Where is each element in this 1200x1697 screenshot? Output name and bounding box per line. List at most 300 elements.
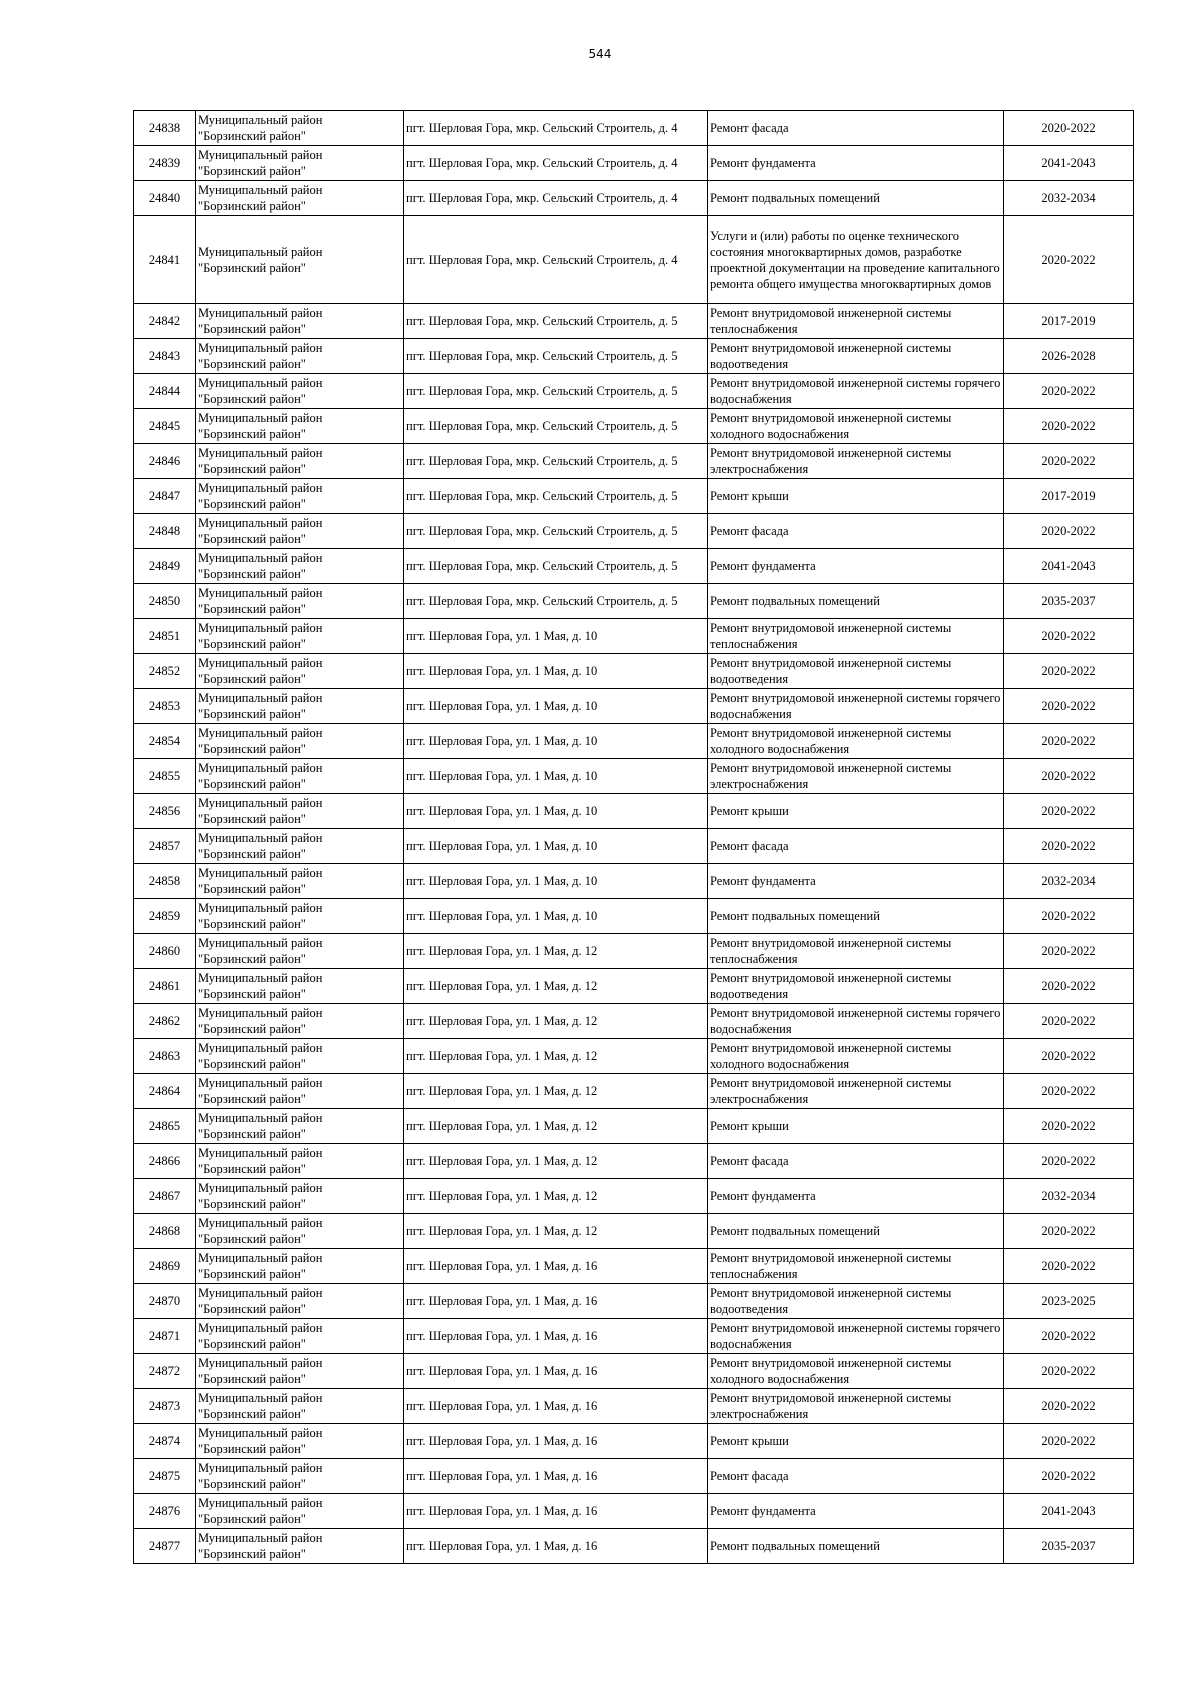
municipality-type: Муниципальный район	[198, 1286, 323, 1300]
work-type-cell: Ремонт фундамента	[708, 1494, 1004, 1529]
municipality-type: Муниципальный район	[198, 1111, 323, 1125]
municipality-name: "Борзинский район"	[198, 199, 306, 213]
municipality-cell	[196, 1494, 404, 1529]
municipality-cell	[196, 829, 404, 864]
municipality-cell	[196, 374, 404, 409]
period-cell: 2032-2034	[1004, 864, 1134, 899]
address-cell: пгт. Шерловая Гора, ул. 1 Мая, д. 12	[404, 1179, 708, 1214]
table-row	[134, 1109, 1134, 1144]
work-type-cell: Ремонт внутридомовой инженерной системы холодного водоснабжения	[708, 409, 1004, 444]
table-row	[134, 1039, 1134, 1074]
row-number-cell: 24851	[134, 619, 196, 654]
period-cell: 2041-2043	[1004, 549, 1134, 584]
work-type-cell: Ремонт подвальных помещений	[708, 584, 1004, 619]
municipality-cell	[196, 479, 404, 514]
work-type-cell: Ремонт внутридомовой инженерной системы холодного водоснабжения	[708, 1354, 1004, 1389]
work-type-cell: Ремонт крыши	[708, 794, 1004, 829]
municipality-cell	[196, 181, 404, 216]
table-row	[134, 829, 1134, 864]
table-row	[134, 1284, 1134, 1319]
municipality-name: "Борзинский район"	[198, 1127, 306, 1141]
address-cell: пгт. Шерловая Гора, ул. 1 Мая, д. 10	[404, 619, 708, 654]
address-cell: пгт. Шерловая Гора, ул. 1 Мая, д. 16	[404, 1354, 708, 1389]
municipality-name: "Борзинский район"	[198, 777, 306, 791]
municipality-cell	[196, 304, 404, 339]
municipality-name: "Борзинский район"	[198, 882, 306, 896]
period-cell: 2020-2022	[1004, 1039, 1134, 1074]
municipality-cell	[196, 549, 404, 584]
address-cell: пгт. Шерловая Гора, мкр. Сельский Строитель, д. 5	[404, 584, 708, 619]
municipality-name: "Борзинский район"	[198, 742, 306, 756]
row-number-cell: 24847	[134, 479, 196, 514]
period-cell: 2020-2022	[1004, 1319, 1134, 1354]
address-cell: пгт. Шерловая Гора, ул. 1 Мая, д. 12	[404, 934, 708, 969]
row-number-cell: 24862	[134, 1004, 196, 1039]
municipality-cell	[196, 1459, 404, 1494]
address-cell: пгт. Шерловая Гора, мкр. Сельский Строитель, д. 5	[404, 339, 708, 374]
municipality-cell	[196, 1004, 404, 1039]
row-number-cell: 24856	[134, 794, 196, 829]
municipality-type: Муниципальный район	[198, 1006, 323, 1020]
municipality-name: "Борзинский район"	[198, 129, 306, 143]
municipality-type: Муниципальный район	[198, 376, 323, 390]
work-type-cell: Ремонт внутридомовой инженерной системы теплоснабжения	[708, 1249, 1004, 1284]
municipality-type: Муниципальный район	[198, 936, 323, 950]
table-row	[134, 689, 1134, 724]
municipality-cell	[196, 339, 404, 374]
period-cell: 2020-2022	[1004, 1144, 1134, 1179]
table-row	[134, 1214, 1134, 1249]
table-row	[134, 1529, 1134, 1564]
period-cell: 2020-2022	[1004, 111, 1134, 146]
municipality-type: Муниципальный район	[198, 306, 323, 320]
period-cell: 2020-2022	[1004, 934, 1134, 969]
municipality-name: "Борзинский район"	[198, 1162, 306, 1176]
work-type-cell: Ремонт фундамента	[708, 864, 1004, 899]
municipality-name: "Борзинский район"	[198, 1442, 306, 1456]
work-type-cell: Ремонт фундамента	[708, 146, 1004, 181]
municipality-cell	[196, 1214, 404, 1249]
period-cell: 2020-2022	[1004, 1074, 1134, 1109]
row-number-cell: 24863	[134, 1039, 196, 1074]
address-cell: пгт. Шерловая Гора, ул. 1 Мая, д. 12	[404, 969, 708, 1004]
municipality-cell	[196, 1389, 404, 1424]
table-row	[134, 549, 1134, 584]
row-number-cell: 24843	[134, 339, 196, 374]
work-type-cell: Ремонт внутридомовой инженерной системы водоотведения	[708, 654, 1004, 689]
address-cell: пгт. Шерловая Гора, ул. 1 Мая, д. 12	[404, 1144, 708, 1179]
municipality-cell	[196, 1074, 404, 1109]
work-type-cell: Ремонт внутридомовой инженерной системы электроснабжения	[708, 1074, 1004, 1109]
municipality-name: "Борзинский район"	[198, 1477, 306, 1491]
period-cell: 2020-2022	[1004, 1459, 1134, 1494]
row-number-cell: 24860	[134, 934, 196, 969]
row-number-cell: 24867	[134, 1179, 196, 1214]
row-number-cell: 24877	[134, 1529, 196, 1564]
municipality-name: "Борзинский район"	[198, 1372, 306, 1386]
work-type-cell: Ремонт внутридомовой инженерной системы теплоснабжения	[708, 304, 1004, 339]
work-type-cell: Ремонт крыши	[708, 479, 1004, 514]
work-type-cell: Ремонт фасада	[708, 514, 1004, 549]
period-cell: 2020-2022	[1004, 829, 1134, 864]
repair-schedule-table	[133, 110, 1134, 1564]
address-cell: пгт. Шерловая Гора, мкр. Сельский Строитель, д. 5	[404, 374, 708, 409]
address-cell: пгт. Шерловая Гора, ул. 1 Мая, д. 10	[404, 724, 708, 759]
municipality-type: Муниципальный район	[198, 1321, 323, 1335]
address-cell: пгт. Шерловая Гора, ул. 1 Мая, д. 16	[404, 1319, 708, 1354]
period-cell: 2032-2034	[1004, 1179, 1134, 1214]
municipality-cell	[196, 864, 404, 899]
work-type-cell: Ремонт крыши	[708, 1424, 1004, 1459]
table-row	[134, 181, 1134, 216]
municipality-cell	[196, 1424, 404, 1459]
table-row	[134, 374, 1134, 409]
municipality-type: Муниципальный район	[198, 621, 323, 635]
municipality-type: Муниципальный район	[198, 1251, 323, 1265]
address-cell: пгт. Шерловая Гора, ул. 1 Мая, д. 10	[404, 759, 708, 794]
municipality-cell	[196, 111, 404, 146]
address-cell: пгт. Шерловая Гора, ул. 1 Мая, д. 10	[404, 899, 708, 934]
table-row	[134, 584, 1134, 619]
row-number-cell: 24873	[134, 1389, 196, 1424]
municipality-type: Муниципальный район	[198, 551, 323, 565]
municipality-cell	[196, 146, 404, 181]
table-row	[134, 304, 1134, 339]
table-row	[134, 759, 1134, 794]
row-number-cell: 24852	[134, 654, 196, 689]
municipality-type: Муниципальный район	[198, 1181, 323, 1195]
row-number-cell: 24874	[134, 1424, 196, 1459]
row-number-cell: 24858	[134, 864, 196, 899]
row-number-cell: 24870	[134, 1284, 196, 1319]
row-number-cell: 24865	[134, 1109, 196, 1144]
work-type-cell: Ремонт внутридомовой инженерной системы горячего водоснабжения	[708, 1319, 1004, 1354]
period-cell: 2020-2022	[1004, 1424, 1134, 1459]
address-cell: пгт. Шерловая Гора, ул. 1 Мая, д. 16	[404, 1494, 708, 1529]
row-number-cell: 24875	[134, 1459, 196, 1494]
municipality-type: Муниципальный район	[198, 1461, 323, 1475]
period-cell: 2035-2037	[1004, 1529, 1134, 1564]
table-row	[134, 724, 1134, 759]
row-number-cell: 24845	[134, 409, 196, 444]
work-type-cell: Ремонт фасада	[708, 1459, 1004, 1494]
municipality-name: "Борзинский район"	[198, 164, 306, 178]
municipality-type: Муниципальный район	[198, 1076, 323, 1090]
table-row	[134, 1249, 1134, 1284]
municipality-name: "Борзинский район"	[198, 1337, 306, 1351]
row-number-cell: 24876	[134, 1494, 196, 1529]
municipality-name: "Борзинский район"	[198, 707, 306, 721]
municipality-name: "Борзинский район"	[198, 847, 306, 861]
municipality-name: "Борзинский район"	[198, 1057, 306, 1071]
municipality-cell	[196, 444, 404, 479]
table-row	[134, 339, 1134, 374]
work-type-cell: Ремонт крыши	[708, 1109, 1004, 1144]
municipality-type: Муниципальный район	[198, 586, 323, 600]
row-number-cell: 24866	[134, 1144, 196, 1179]
period-cell: 2017-2019	[1004, 479, 1134, 514]
municipality-type: Муниципальный район	[198, 656, 323, 670]
table-row	[134, 654, 1134, 689]
municipality-cell	[196, 584, 404, 619]
municipality-name: "Борзинский район"	[198, 322, 306, 336]
work-type-cell: Ремонт внутридомовой инженерной системы водоотведения	[708, 969, 1004, 1004]
municipality-name: "Борзинский район"	[198, 260, 306, 275]
work-type-cell: Ремонт внутридомовой инженерной системы горячего водоснабжения	[708, 1004, 1004, 1039]
work-type-cell: Ремонт внутридомовой инженерной системы холодного водоснабжения	[708, 724, 1004, 759]
table-row	[134, 444, 1134, 479]
municipality-name: "Борзинский район"	[198, 532, 306, 546]
row-number-cell: 24868	[134, 1214, 196, 1249]
municipality-type: Муниципальный район	[198, 1356, 323, 1370]
period-cell: 2020-2022	[1004, 724, 1134, 759]
municipality-name: "Борзинский район"	[198, 637, 306, 651]
period-cell: 2035-2037	[1004, 584, 1134, 619]
address-cell: пгт. Шерловая Гора, ул. 1 Мая, д. 12	[404, 1004, 708, 1039]
address-cell: пгт. Шерловая Гора, мкр. Сельский Строитель, д. 5	[404, 304, 708, 339]
municipality-name: "Борзинский район"	[198, 1407, 306, 1421]
municipality-name: "Борзинский район"	[198, 1022, 306, 1036]
municipality-name: "Борзинский район"	[198, 427, 306, 441]
address-cell: пгт. Шерловая Гора, мкр. Сельский Строитель, д. 5	[404, 409, 708, 444]
municipality-type: Муниципальный район	[198, 691, 323, 705]
table-row	[134, 1494, 1134, 1529]
table-row	[134, 1319, 1134, 1354]
municipality-cell	[196, 1354, 404, 1389]
table-row	[134, 1389, 1134, 1424]
municipality-name: "Борзинский район"	[198, 462, 306, 476]
municipality-cell	[196, 1529, 404, 1564]
period-cell: 2020-2022	[1004, 969, 1134, 1004]
address-cell: пгт. Шерловая Гора, мкр. Сельский Строитель, д. 4	[404, 216, 708, 304]
municipality-name: "Борзинский район"	[198, 1267, 306, 1281]
work-type-cell: Ремонт подвальных помещений	[708, 899, 1004, 934]
table-row	[134, 1354, 1134, 1389]
work-type-cell: Ремонт фундамента	[708, 1179, 1004, 1214]
municipality-name: "Борзинский район"	[198, 1512, 306, 1526]
work-type-cell: Ремонт внутридомовой инженерной системы теплоснабжения	[708, 934, 1004, 969]
row-number-cell: 24869	[134, 1249, 196, 1284]
table-body	[134, 111, 1134, 1564]
address-cell: пгт. Шерловая Гора, ул. 1 Мая, д. 16	[404, 1529, 708, 1564]
work-type-cell: Ремонт внутридомовой инженерной системы горячего водоснабжения	[708, 689, 1004, 724]
row-number-cell: 24853	[134, 689, 196, 724]
row-number-cell: 24839	[134, 146, 196, 181]
municipality-type: Муниципальный район	[198, 183, 323, 197]
municipality-cell	[196, 409, 404, 444]
period-cell: 2020-2022	[1004, 794, 1134, 829]
address-cell: пгт. Шерловая Гора, мкр. Сельский Строитель, д. 4	[404, 181, 708, 216]
row-number-cell: 24864	[134, 1074, 196, 1109]
address-cell: пгт. Шерловая Гора, ул. 1 Мая, д. 10	[404, 654, 708, 689]
period-cell: 2020-2022	[1004, 1354, 1134, 1389]
municipality-type: Муниципальный район	[198, 901, 323, 915]
municipality-type: Муниципальный район	[198, 831, 323, 845]
table-row	[134, 794, 1134, 829]
municipality-name: "Борзинский район"	[198, 672, 306, 686]
table-row	[134, 1459, 1134, 1494]
address-cell: пгт. Шерловая Гора, ул. 1 Мая, д. 10	[404, 829, 708, 864]
work-type-cell: Ремонт фасада	[708, 1144, 1004, 1179]
municipality-type: Муниципальный район	[198, 516, 323, 530]
period-cell: 2020-2022	[1004, 216, 1134, 304]
work-type-cell: Ремонт внутридомовой инженерной системы водоотведения	[708, 339, 1004, 374]
table-row	[134, 1179, 1134, 1214]
municipality-type: Муниципальный район	[198, 244, 323, 259]
period-cell: 2020-2022	[1004, 1004, 1134, 1039]
municipality-type: Муниципальный район	[198, 1531, 323, 1545]
row-number-cell: 24842	[134, 304, 196, 339]
municipality-type: Муниципальный район	[198, 481, 323, 495]
period-cell: 2020-2022	[1004, 899, 1134, 934]
municipality-type: Муниципальный район	[198, 411, 323, 425]
municipality-name: "Борзинский район"	[198, 1197, 306, 1211]
municipality-cell	[196, 1144, 404, 1179]
municipality-cell	[196, 969, 404, 1004]
work-type-cell: Ремонт внутридомовой инженерной системы электроснабжения	[708, 1389, 1004, 1424]
table-row	[134, 514, 1134, 549]
municipality-type: Муниципальный район	[198, 866, 323, 880]
period-cell: 2041-2043	[1004, 1494, 1134, 1529]
municipality-cell	[196, 934, 404, 969]
row-number-cell: 24849	[134, 549, 196, 584]
row-number-cell: 24838	[134, 111, 196, 146]
municipality-name: "Борзинский район"	[198, 1547, 306, 1561]
period-cell: 2020-2022	[1004, 444, 1134, 479]
municipality-name: "Борзинский район"	[198, 812, 306, 826]
municipality-name: "Борзинский район"	[198, 987, 306, 1001]
table-row	[134, 1074, 1134, 1109]
address-cell: пгт. Шерловая Гора, ул. 1 Мая, д. 12	[404, 1214, 708, 1249]
address-cell: пгт. Шерловая Гора, ул. 1 Мая, д. 12	[404, 1074, 708, 1109]
address-cell: пгт. Шерловая Гора, мкр. Сельский Строитель, д. 5	[404, 479, 708, 514]
municipality-cell	[196, 794, 404, 829]
table-row	[134, 216, 1134, 304]
address-cell: пгт. Шерловая Гора, мкр. Сельский Строитель, д. 4	[404, 146, 708, 181]
page-number: 544	[588, 47, 612, 61]
municipality-name: "Борзинский район"	[198, 917, 306, 931]
period-cell: 2020-2022	[1004, 1214, 1134, 1249]
period-cell: 2020-2022	[1004, 654, 1134, 689]
municipality-name: "Борзинский район"	[198, 567, 306, 581]
municipality-type: Муниципальный район	[198, 1391, 323, 1405]
municipality-type: Муниципальный район	[198, 446, 323, 460]
municipality-cell	[196, 1249, 404, 1284]
table-row	[134, 619, 1134, 654]
work-type-cell: Ремонт внутридомовой инженерной системы электроснабжения	[708, 444, 1004, 479]
row-number-cell: 24872	[134, 1354, 196, 1389]
row-number-cell: 24844	[134, 374, 196, 409]
period-cell: 2017-2019	[1004, 304, 1134, 339]
period-cell: 2020-2022	[1004, 619, 1134, 654]
work-type-cell: Ремонт внутридомовой инженерной системы горячего водоснабжения	[708, 374, 1004, 409]
municipality-type: Муниципальный район	[198, 761, 323, 775]
municipality-cell	[196, 216, 404, 304]
address-cell: пгт. Шерловая Гора, ул. 1 Мая, д. 16	[404, 1249, 708, 1284]
work-type-cell: Ремонт подвальных помещений	[708, 181, 1004, 216]
municipality-type: Муниципальный район	[198, 971, 323, 985]
municipality-type: Муниципальный район	[198, 1146, 323, 1160]
municipality-cell	[196, 1284, 404, 1319]
work-type-cell: Ремонт внутридомовой инженерной системы холодного водоснабжения	[708, 1039, 1004, 1074]
municipality-cell	[196, 514, 404, 549]
row-number-cell: 24859	[134, 899, 196, 934]
address-cell: пгт. Шерловая Гора, ул. 1 Мая, д. 16	[404, 1459, 708, 1494]
municipality-type: Муниципальный район	[198, 148, 323, 162]
municipality-name: "Борзинский район"	[198, 1302, 306, 1316]
municipality-cell	[196, 899, 404, 934]
municipality-type: Муниципальный район	[198, 1216, 323, 1230]
period-cell: 2041-2043	[1004, 146, 1134, 181]
row-number-cell: 24854	[134, 724, 196, 759]
municipality-cell	[196, 1109, 404, 1144]
municipality-name: "Борзинский район"	[198, 1092, 306, 1106]
address-cell: пгт. Шерловая Гора, ул. 1 Мая, д. 12	[404, 1039, 708, 1074]
table-row	[134, 111, 1134, 146]
table-row	[134, 934, 1134, 969]
address-cell: пгт. Шерловая Гора, ул. 1 Мая, д. 12	[404, 1109, 708, 1144]
table-row	[134, 479, 1134, 514]
address-cell: пгт. Шерловая Гора, мкр. Сельский Строитель, д. 5	[404, 444, 708, 479]
period-cell: 2020-2022	[1004, 1389, 1134, 1424]
row-number-cell: 24855	[134, 759, 196, 794]
address-cell: пгт. Шерловая Гора, мкр. Сельский Строитель, д. 4	[404, 111, 708, 146]
municipality-type: Муниципальный район	[198, 1496, 323, 1510]
address-cell: пгт. Шерловая Гора, мкр. Сельский Строитель, д. 5	[404, 549, 708, 584]
period-cell: 2026-2028	[1004, 339, 1134, 374]
work-type-cell: Ремонт внутридомовой инженерной системы водоотведения	[708, 1284, 1004, 1319]
work-type-cell: Ремонт внутридомовой инженерной системы электроснабжения	[708, 759, 1004, 794]
municipality-type: Муниципальный район	[198, 796, 323, 810]
period-cell: 2020-2022	[1004, 374, 1134, 409]
work-type-cell: Ремонт фасада	[708, 829, 1004, 864]
table-row	[134, 969, 1134, 1004]
table-row	[134, 1144, 1134, 1179]
row-number-cell: 24850	[134, 584, 196, 619]
municipality-name: "Борзинский район"	[198, 602, 306, 616]
row-number-cell: 24861	[134, 969, 196, 1004]
period-cell: 2023-2025	[1004, 1284, 1134, 1319]
period-cell: 2020-2022	[1004, 759, 1134, 794]
municipality-cell	[196, 1039, 404, 1074]
municipality-type: Муниципальный район	[198, 1426, 323, 1440]
work-type-cell: Ремонт внутридомовой инженерной системы теплоснабжения	[708, 619, 1004, 654]
work-type-cell: Ремонт фасада	[708, 111, 1004, 146]
municipality-cell	[196, 724, 404, 759]
municipality-type: Муниципальный район	[198, 1041, 323, 1055]
row-number-cell: 24840	[134, 181, 196, 216]
work-type-cell: Ремонт фундамента	[708, 549, 1004, 584]
table-row	[134, 146, 1134, 181]
municipality-cell	[196, 759, 404, 794]
table-row	[134, 899, 1134, 934]
municipality-type: Муниципальный район	[198, 726, 323, 740]
municipality-cell	[196, 1179, 404, 1214]
address-cell: пгт. Шерловая Гора, ул. 1 Мая, д. 10	[404, 689, 708, 724]
table-row	[134, 409, 1134, 444]
row-number-cell: 24848	[134, 514, 196, 549]
table-row	[134, 1004, 1134, 1039]
period-cell: 2020-2022	[1004, 409, 1134, 444]
municipality-name: "Борзинский район"	[198, 952, 306, 966]
municipality-name: "Борзинский район"	[198, 497, 306, 511]
row-number-cell: 24857	[134, 829, 196, 864]
period-cell: 2020-2022	[1004, 689, 1134, 724]
row-number-cell: 24871	[134, 1319, 196, 1354]
work-type-cell: Ремонт подвальных помещений	[708, 1214, 1004, 1249]
address-cell: пгт. Шерловая Гора, ул. 1 Мая, д. 16	[404, 1424, 708, 1459]
municipality-type: Муниципальный район	[198, 113, 323, 127]
